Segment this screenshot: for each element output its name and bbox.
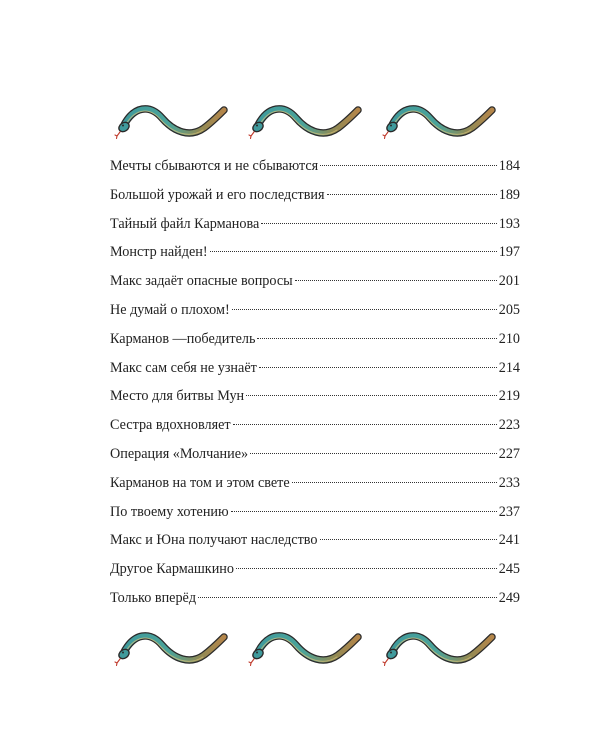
toc-entry-title: Место для битвы Мун [110, 388, 245, 405]
snake-icon [246, 98, 364, 148]
toc-entry-page-number: 189 [498, 186, 520, 203]
dot-leader [250, 453, 497, 454]
toc-entry-title: По твоему хотению [110, 503, 229, 520]
toc-entry-title: Другое Кармашкино [110, 561, 234, 578]
toc-entry-page-number: 210 [498, 330, 520, 347]
toc-entry-title: Только вперёд [110, 589, 197, 606]
toc-entry [110, 325, 520, 354]
toc-entry-title: Карманов —победитель [110, 330, 256, 347]
dot-leader [320, 165, 497, 166]
toc-entry-title: Мечты сбываются и не сбываются [110, 158, 319, 174]
snake-icon [112, 625, 230, 675]
toc-entry-title: Не думай о плохом! [110, 301, 230, 318]
dot-leader [246, 395, 497, 396]
toc-entry [110, 411, 520, 440]
dot-leader [261, 223, 496, 224]
toc-entry [110, 354, 520, 383]
toc-entry [110, 584, 520, 613]
toc-entry-title: Макс задаёт опасные вопросы [110, 273, 293, 290]
dot-leader [233, 424, 497, 425]
dot-leader [198, 597, 497, 598]
toc-entry-title: Макс и Юна получают наследство [110, 532, 318, 549]
toc-entry-page-number: 237 [498, 503, 520, 520]
toc-entry-title: Монстр найден! [110, 244, 208, 261]
toc-entry-title: Операция «Молчание» [110, 445, 249, 462]
toc-entry [110, 498, 520, 527]
dot-leader [257, 338, 496, 339]
toc-entry-page-number: 214 [498, 359, 520, 376]
toc-entry [110, 267, 520, 296]
dot-leader [210, 251, 497, 252]
snake-icon [112, 98, 230, 148]
toc-entry-page-number: 241 [498, 532, 520, 549]
toc-entry [110, 181, 520, 210]
toc-entry-page-number: 249 [498, 589, 520, 606]
toc-entry-page-number: 193 [498, 215, 520, 232]
toc-entry-page-number: 201 [498, 273, 520, 290]
dot-leader [236, 568, 497, 569]
toc-entry-page-number: 197 [498, 244, 520, 261]
snake-icon [246, 625, 364, 675]
dot-leader [232, 309, 497, 310]
top-ornament [0, 98, 600, 148]
table-of-contents [110, 152, 520, 613]
toc-entry-title: Большой урожай и его последствия [110, 186, 325, 203]
toc-entry [110, 296, 520, 325]
dot-leader [320, 539, 497, 540]
toc-entry [110, 526, 520, 555]
dot-leader [292, 482, 497, 483]
toc-entry [110, 440, 520, 469]
toc-entry [110, 210, 520, 239]
toc-entry-page-number: 184 [498, 158, 520, 174]
toc-entry-title: Тайный файл Карманова [110, 215, 260, 232]
toc-entry-title: Карманов на том и этом свете [110, 474, 290, 491]
snake-icon [380, 98, 498, 148]
bottom-ornament [0, 625, 600, 675]
toc-entry [110, 555, 520, 584]
toc-entry-title: Сестра вдохновляет [110, 417, 231, 434]
toc-entry [110, 382, 520, 411]
toc-entry-page-number: 227 [498, 445, 520, 462]
dot-leader [231, 511, 497, 512]
snake-icon [380, 625, 498, 675]
toc-entry-page-number: 245 [498, 561, 520, 578]
dot-leader [295, 280, 497, 281]
toc-entry-page-number: 223 [498, 417, 520, 434]
dot-leader [327, 194, 497, 195]
toc-entry [110, 469, 520, 498]
dot-leader [259, 367, 497, 368]
toc-entry-page-number: 219 [498, 388, 520, 405]
toc-entry [110, 238, 520, 267]
toc-entry-page-number: 233 [498, 474, 520, 491]
toc-entry-title: Макс сам себя не узнаёт [110, 359, 257, 376]
toc-entry [110, 152, 520, 181]
toc-entry-page-number: 205 [498, 301, 520, 318]
